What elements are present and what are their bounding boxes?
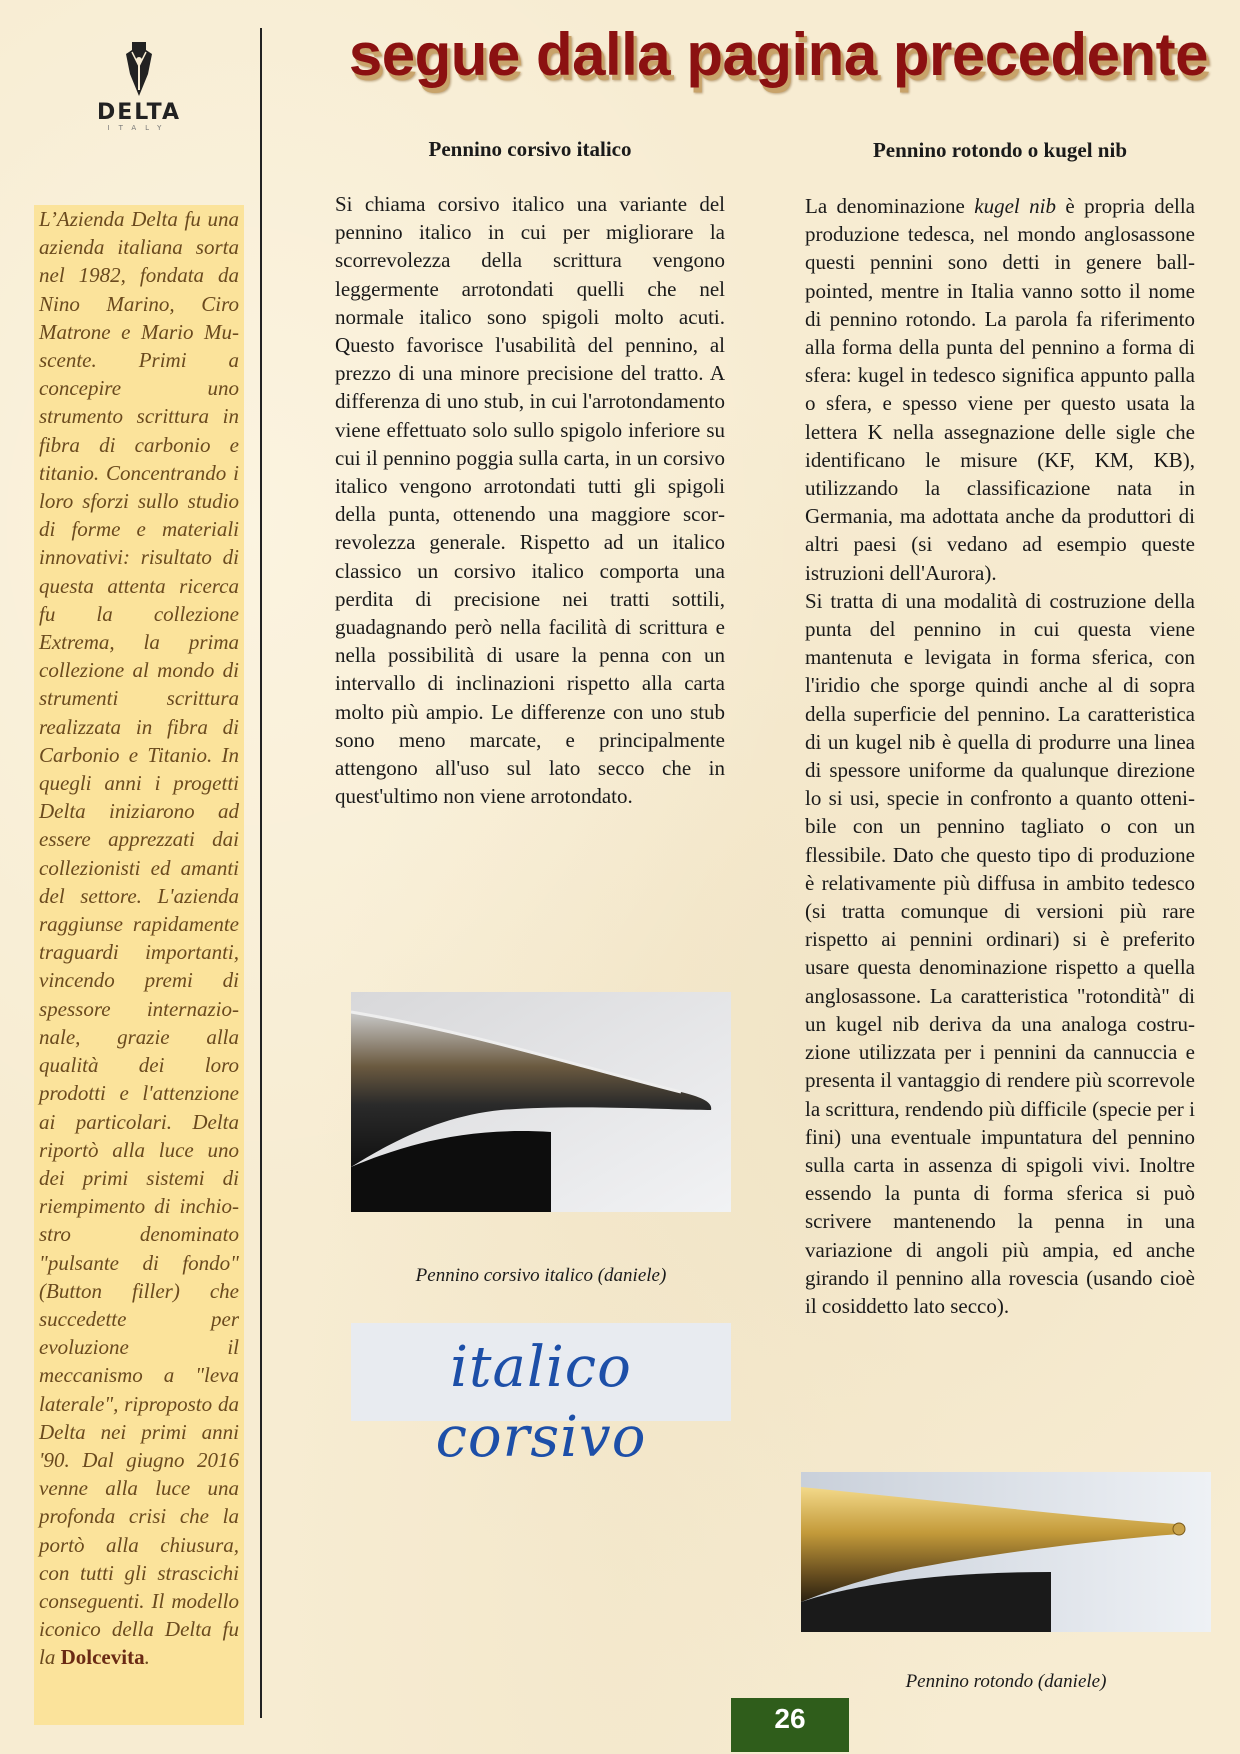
sidebar-end: . [144,1645,150,1670]
col2-paragraph-2: Si tratta di una modalità di costruzione della punta del pennino in cui questa viene mantenuta e levigata in forma sferica, con l'iridio che sporge quindi anche al di sopra della superficie del pennino. La caratteristica di un kugel nib è quella di produrre una linea di spessore uniforme da qualunque direzione lo si usi, specie in confronto a quanto ottenibile con un pennino tagliato o con un flessibile. Dato che questo tipo di produzione è relativamente più diffusa in ambito tedesco (si tratta comunque di versioni più rare rispetto ai pennini ordinari) si è preferito usare questa denominazione rispetto a quella anglosassone. La caratteristica "rotondità" di un kugel nib deriva da una analoga costruzione utilizzata per i pennini da cannuccia e presenta il vantaggio di rendere più scorrevole la scrittura, rendendo più difficile (specie per i fini) una eventuale impuntatura del pennino sulla carta in assenza di spigoli vivi. Inoltre essendo la punta di forma sferica si può scrivere mantenendo la penna in una variazione di angoli più ampia, ed anche girando il pennino alla rovescia (usando cioè il cosiddetto lato secco). [805,588,1195,1318]
col2-text [805,192,1195,1320]
col2-p1-term: kugel nib [974,194,1056,218]
brand-name: DELTA [97,100,181,125]
brand-subtitle: ITALY [107,124,171,132]
col2-p1-start: La denominazione [805,194,975,218]
page-number: 26 [731,1698,849,1752]
sidebar-text [39,205,239,1672]
col1-title: Pennino corsivo italico [428,137,632,161]
kugel-nib-photo [801,1472,1211,1632]
col2-p1-rest: è propria della produzione tedesca, nel mondo anglosassone questi pennini sono detti in genere ball-pointed, mentre in Italia vanno sotto il nome di pennino rotondo. La parola fa riferimento alla forma della punta del pennino a forma di sfera: kugel in tedesco significa appunto palla o sfera, e spesso viene per questo usata la lettera K nella assegnazione delle sigle che identificano le misure (KF, KM, KB), utilizzando la classificazione nata in Germania, ma adottata anche da produttori di altri paesi (si vedano ad esempio queste istruzioni dell'Aurora). [805,194,1196,585]
col2-caption: Pennino rotondo (daniele) [905,1671,1107,1692]
handwriting-sample-photo [351,1323,731,1470]
italic-nib-photo [351,992,731,1212]
page-headline: segue dalla pagina precedente [348,21,1208,88]
handwriting-sample-text: italico corsivo [435,1335,647,1470]
sidebar-model-name: Dolcevita [60,1645,145,1670]
col1-caption: Pennino corsivo italico (daniele) [415,1265,667,1286]
col2-title: Pennino rotondo o kugel nib [872,138,1128,162]
col2-paragraph-1 [805,192,1195,587]
pen-nib-logo-icon [122,40,156,98]
column-divider [260,28,262,1718]
sidebar-body: L’Azienda Delta fu una azienda italiana sorta nel 1982, fondata da Nino Marino, Ciro Matrone e Mario Muscente. Primi a concepire uno strumento scrittura in fibra di carbonio e titanio. Concentrando i loro sforzi sullo studio di forme e materiali innovativi: risultato di questa attenta ricerca fu la collezione Extrema, la prima collezione al mondo di strumenti scrittura realizzata in fibra di Carbonio e Titanio. In quegli anni i progetti Delta iniziarono ad essere apprezzati dai collezionisti ed amanti del settore. L'azienda raggiunse rapidamente traguardi importanti, vincendo premi di spessore internazionale, grazie alla qualità dei loro prodotti e l'attenzione ai particolari. Delta riportò alla luce uno dei primi sistemi di riempimento di inchiostro denominato "pulsante di fondo" (Button filler) che succedette per evoluzione il meccanismo a "leva laterale", riproposto da Delta nei primi anni '90. Dal giugno 2016 venne alla luce una profonda crisi che la portò alla chiusura, con tutti gli strascichi conseguenti. Il modello iconico della Delta fu la [39,207,239,1670]
col1-text [335,190,725,810]
col1-paragraph: Si chiama corsivo italico una variante del pennino italico in cui per migliorare la scorrevolezza della scrittura vengono leggermente arrotondati quelli che nel normale italico sono spigoli molto acuti. Questo favorisce l'usabilità del pennino, al prezzo di una minore precisione del tratto. A differenza di uno stub, in cui l'arrotondamento viene effettuato solo sullo spigolo inferiore su cui il pennino poggia sulla carta, in un corsivo italico vengono arrotondati tutti gli spigoli della punta, ottenendo una maggiore scorrevolezza generale. Rispetto ad un italico classico un corsivo italico comporta una perdita di precisione nei tratti sottili, guadagnando però nella facilità di scrittura e nella possibilità di usare la penna con un intervallo di inclinazioni rispetto alla carta molto più ampio. Le differenze con uno stub sono meno marcate, e principalmente attengono all'uso sul lato secco che in quest'ultimo non viene arrotondato. [335,192,725,809]
sidebar-box [34,205,244,1725]
delta-logo [64,40,214,132]
